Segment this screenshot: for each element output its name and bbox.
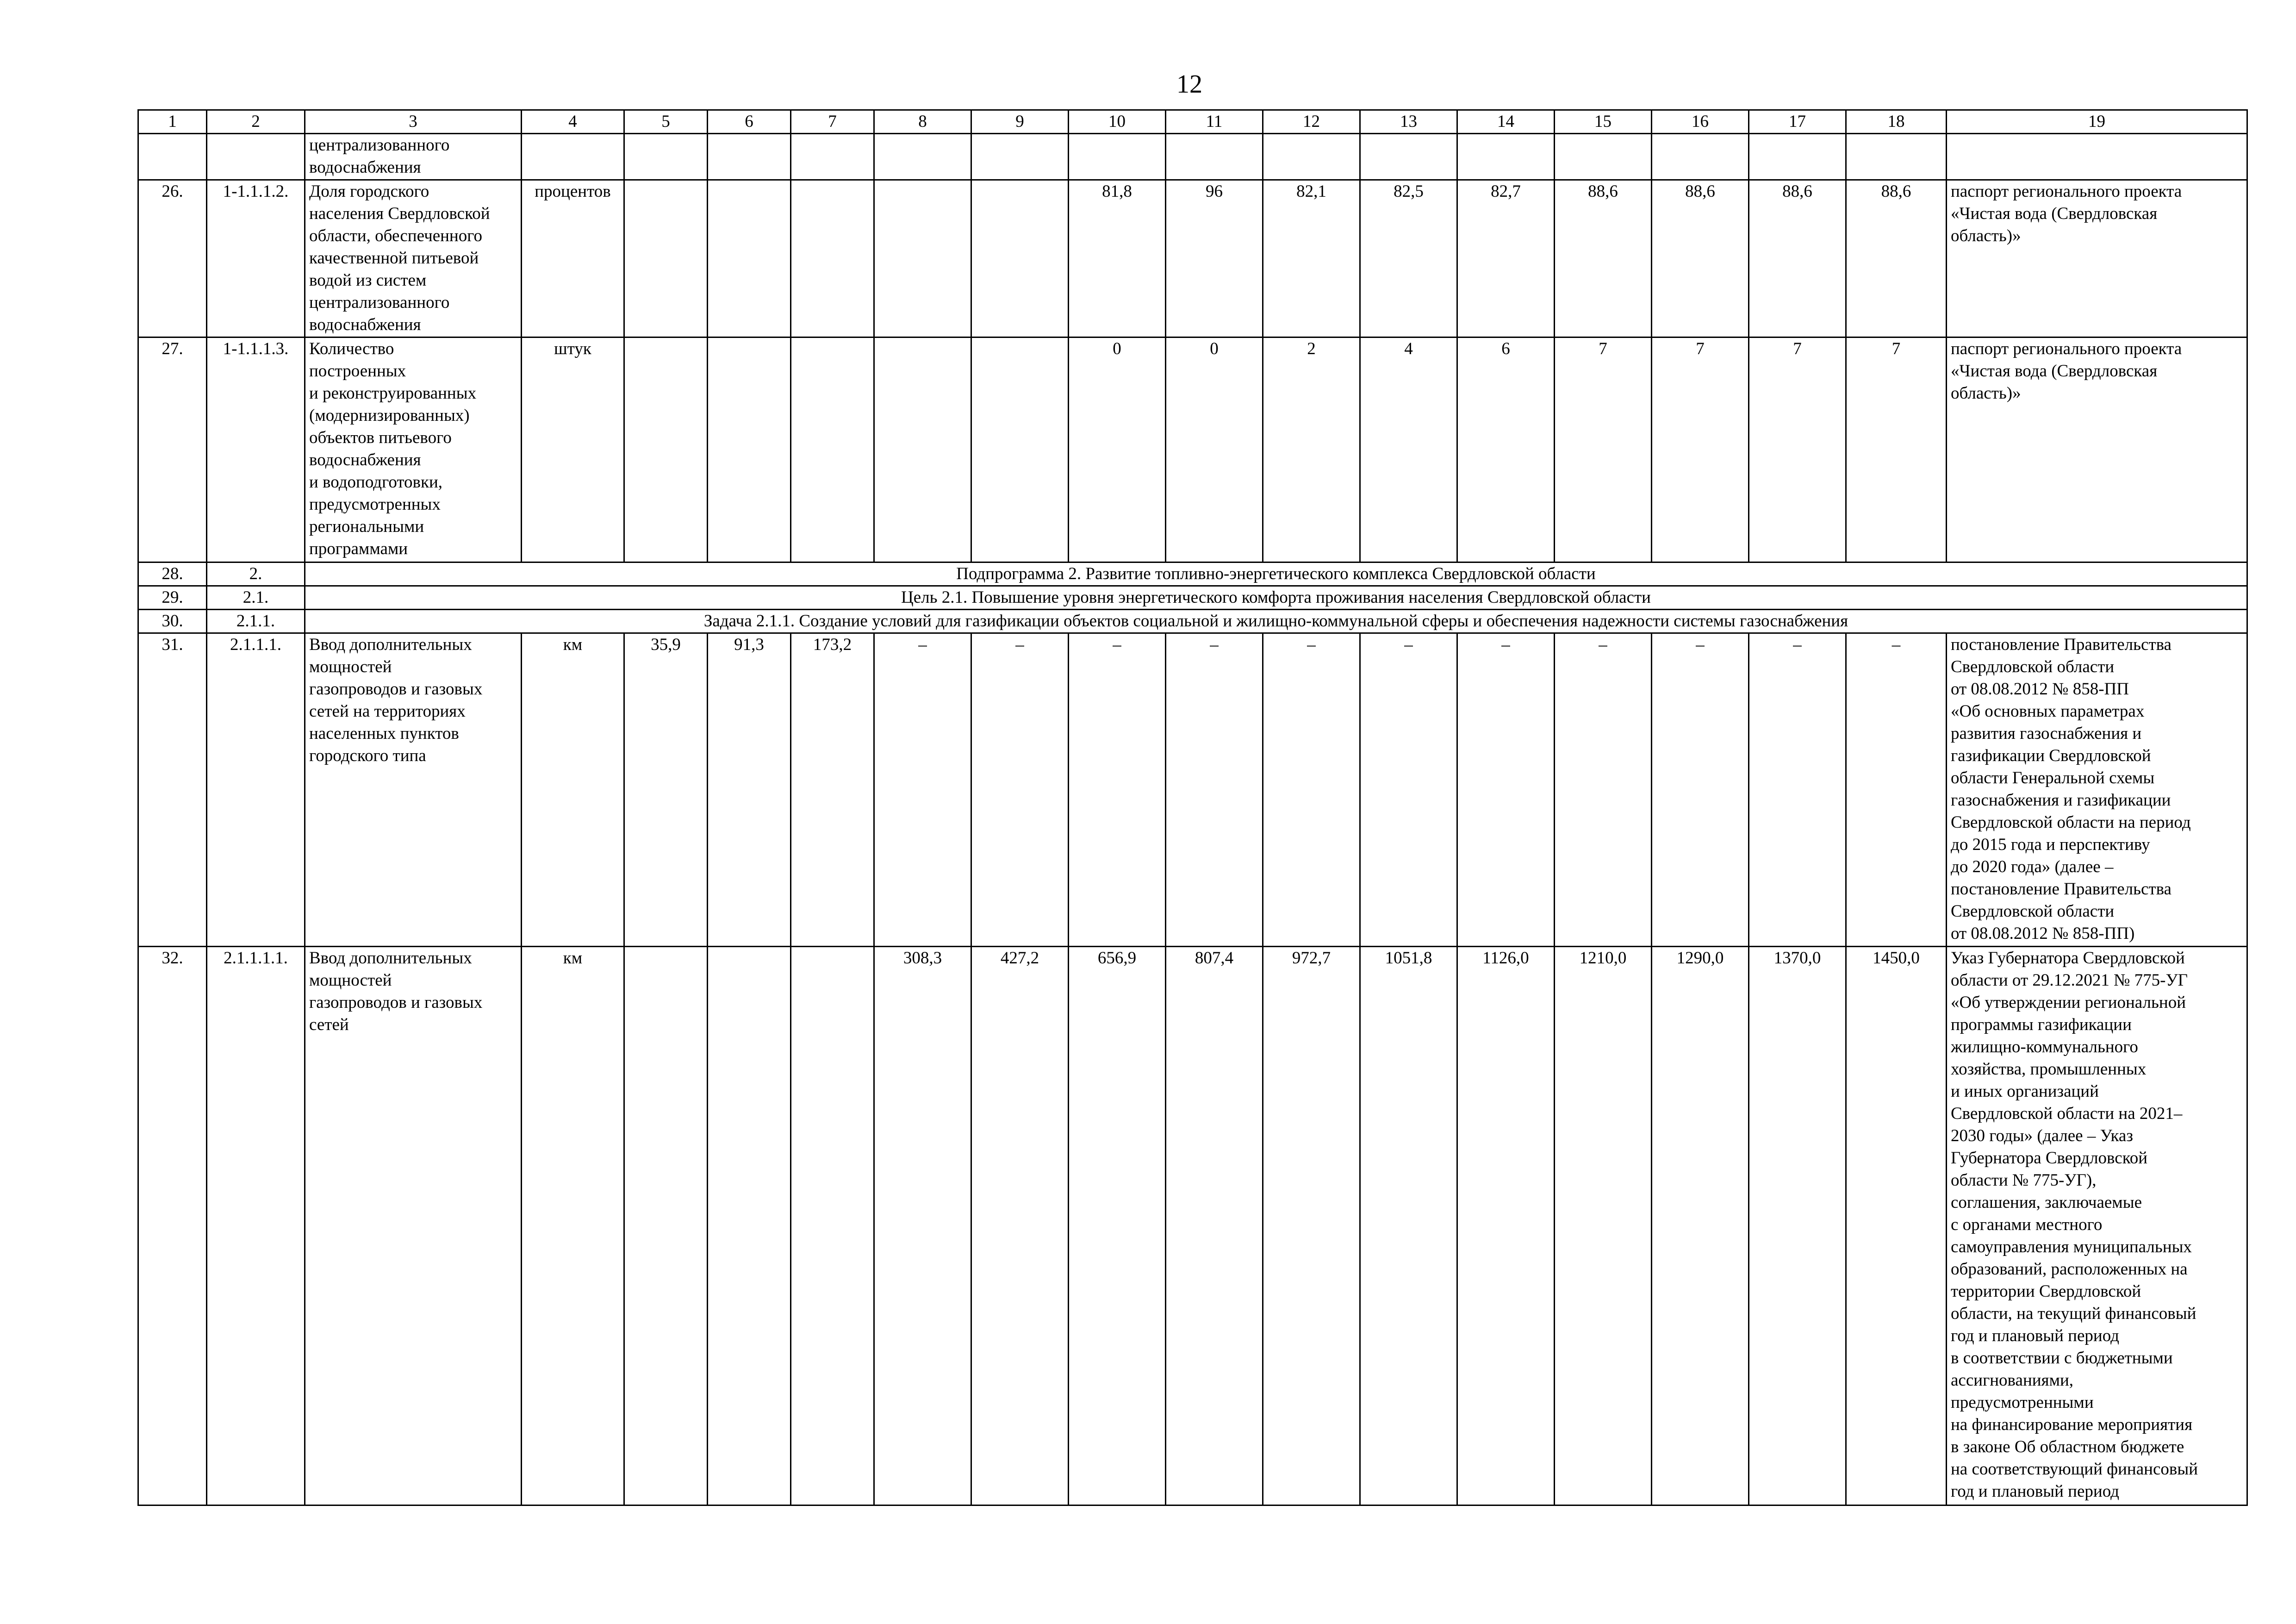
value-cell [791,337,874,562]
value-cell: 88,6 [1846,180,1947,337]
row-number: 26. [138,180,207,337]
value-cell: 7 [1652,337,1749,562]
value-cell: 88,6 [1555,180,1652,337]
value-cell [624,134,708,180]
row-code: 1-1.1.1.2. [207,180,305,337]
row-code: 2.1.1.1. [207,633,305,947]
source-cell: постановление Правительства Свердловской области от 08.08.2012 № 858-ПП «Об основных параметрах развития газоснабжения и газификации Свердловской области Генеральной схемы газоснабжения и газификации Свердловской области на период до 2015 года и перспективу до 2020 года» (далее – постановление Правительства Свердловской области от 08.08.2012 № 858-ПП) [1947,633,2247,947]
value-cell: – [1360,633,1457,947]
value-cell: 0 [1069,337,1166,562]
value-cell [874,134,971,180]
value-cell: 807,4 [1166,947,1263,1505]
unit-cell: процентов [522,180,624,337]
indicator-name: Ввод дополнительных мощностей газопроводов и газовых сетей [305,947,522,1505]
header-cell: 17 [1749,110,1846,134]
value-cell [708,180,791,337]
indicator-name: Ввод дополнительных мощностей газопроводов и газовых сетей на территориях населенных пунктов городского типа [305,633,522,947]
value-cell: – [1263,633,1360,947]
value-cell [1846,134,1947,180]
value-cell [971,134,1069,180]
value-cell [874,180,971,337]
task-title: Задача 2.1.1. Создание условий для газификации объектов социальной и жилищно-коммунальной сферы и обеспечения надежности системы газоснабжения [305,610,2247,633]
value-cell: 1290,0 [1652,947,1749,1505]
value-cell: 0 [1166,337,1263,562]
row-number: 28. [138,562,207,586]
table-row [138,180,2247,337]
section-row [138,562,2247,586]
value-cell: 7 [1749,337,1846,562]
row-number: 27. [138,337,207,562]
value-cell: 1051,8 [1360,947,1457,1505]
value-cell: 7 [1555,337,1652,562]
value-cell: 7 [1846,337,1947,562]
value-cell [791,180,874,337]
row-code: 1-1.1.1.3. [207,337,305,562]
row-number: 30. [138,610,207,633]
value-cell: – [971,633,1069,947]
value-cell: – [1457,633,1555,947]
header-cell: 18 [1846,110,1947,134]
source-cell: паспорт регионального проекта «Чистая вода (Свердловская область)» [1947,180,2247,337]
header-cell: 10 [1069,110,1166,134]
row-number [138,134,207,180]
value-cell [1166,134,1263,180]
value-cell [1263,134,1360,180]
header-cell: 16 [1652,110,1749,134]
value-cell: 972,7 [1263,947,1360,1505]
value-cell: – [1555,633,1652,947]
header-cell: 15 [1555,110,1652,134]
value-cell: 656,9 [1069,947,1166,1505]
value-cell [624,947,708,1505]
value-cell: 6 [1457,337,1555,562]
header-cell: 6 [708,110,791,134]
source-cell [1947,134,2247,180]
row-number: 29. [138,586,207,610]
row-code: 2. [207,562,305,586]
header-cell: 9 [971,110,1069,134]
value-cell: – [1069,633,1166,947]
value-cell: 81,8 [1069,180,1166,337]
header-cell: 12 [1263,110,1360,134]
row-number: 32. [138,947,207,1505]
value-cell: 4 [1360,337,1457,562]
indicator-name: Доля городского населения Свердловской области, обеспеченного качественной питьевой водой из систем централизованного водоснабжения [305,180,522,337]
source-cell: паспорт регионального проекта «Чистая вода (Свердловская область)» [1947,337,2247,562]
header-cell: 2 [207,110,305,134]
header-cell: 13 [1360,110,1457,134]
value-cell [971,180,1069,337]
value-cell: 308,3 [874,947,971,1505]
row-code: 2.1. [207,586,305,610]
header-cell: 4 [522,110,624,134]
value-cell: 88,6 [1749,180,1846,337]
value-cell [791,947,874,1505]
header-cell: 1 [138,110,207,134]
value-cell [624,180,708,337]
value-cell [708,134,791,180]
unit-cell: км [522,633,624,947]
goal-title: Цель 2.1. Повышение уровня энергетического комфорта проживания населения Свердловской области [305,586,2247,610]
value-cell: 82,7 [1457,180,1555,337]
value-cell: 1450,0 [1846,947,1947,1505]
value-cell: 1370,0 [1749,947,1846,1505]
header-row [138,110,2247,134]
value-cell [791,134,874,180]
table-row [138,633,2247,947]
value-cell: 1126,0 [1457,947,1555,1505]
value-cell: 173,2 [791,633,874,947]
header-cell: 19 [1947,110,2247,134]
value-cell: 82,5 [1360,180,1457,337]
unit-cell [522,134,624,180]
table-row [138,337,2247,562]
table-row [138,134,2247,180]
value-cell [708,337,791,562]
value-cell: – [1652,633,1749,947]
value-cell: 88,6 [1652,180,1749,337]
value-cell [1457,134,1555,180]
value-cell: 82,1 [1263,180,1360,337]
unit-cell: км [522,947,624,1505]
row-code [207,134,305,180]
source-cell: Указ Губернатора Свердловской области от 29.12.2021 № 775-УГ «Об утверждении региональной программы газификации жилищно-коммунального хозяйства, промышленных и иных организаций Свердловской области на 2021– 2030 годы» (далее – Указ Губернатора Свердловской области № 775-УГ), соглашения, заключаемые с органами местного самоуправления муниципальных образований, расположенных на территории Свердловской области, на текущий финансовый год и плановый период в соответствии с бюджетными ассигнованиями, предусмотренными на финансирование мероприятия в законе Об областном бюджете на соответствующий финансовый год и плановый период [1947,947,2247,1505]
row-code: 2.1.1. [207,610,305,633]
row-number: 31. [138,633,207,947]
section-row [138,610,2247,633]
value-cell: – [1166,633,1263,947]
value-cell [1360,134,1457,180]
header-cell: 5 [624,110,708,134]
value-cell [1749,134,1846,180]
value-cell [624,337,708,562]
indicator-name: централизованного водоснабжения [305,134,522,180]
value-cell: 96 [1166,180,1263,337]
row-code: 2.1.1.1.1. [207,947,305,1505]
page-number: 12 [1176,70,1202,99]
unit-cell: штук [522,337,624,562]
table-row [138,947,2247,1505]
value-cell [971,337,1069,562]
header-cell: 8 [874,110,971,134]
subprogram-title: Подпрограмма 2. Развитие топливно-энергетического комплекса Свердловской области [305,562,2247,586]
indicators-table [137,109,2248,1506]
value-cell [1652,134,1749,180]
header-cell: 7 [791,110,874,134]
section-row [138,586,2247,610]
value-cell: – [1846,633,1947,947]
header-cell: 14 [1457,110,1555,134]
value-cell: 91,3 [708,633,791,947]
value-cell: – [874,633,971,947]
value-cell: 2 [1263,337,1360,562]
value-cell [1555,134,1652,180]
value-cell: 35,9 [624,633,708,947]
value-cell: 427,2 [971,947,1069,1505]
indicator-name: Количество построенных и реконструированных (модернизированных) объектов питьевого водоснабжения и водоподготовки, предусмотренных региональными программами [305,337,522,562]
value-cell [1069,134,1166,180]
value-cell [708,947,791,1505]
header-cell: 3 [305,110,522,134]
value-cell: – [1749,633,1846,947]
header-cell: 11 [1166,110,1263,134]
value-cell: 1210,0 [1555,947,1652,1505]
value-cell [874,337,971,562]
